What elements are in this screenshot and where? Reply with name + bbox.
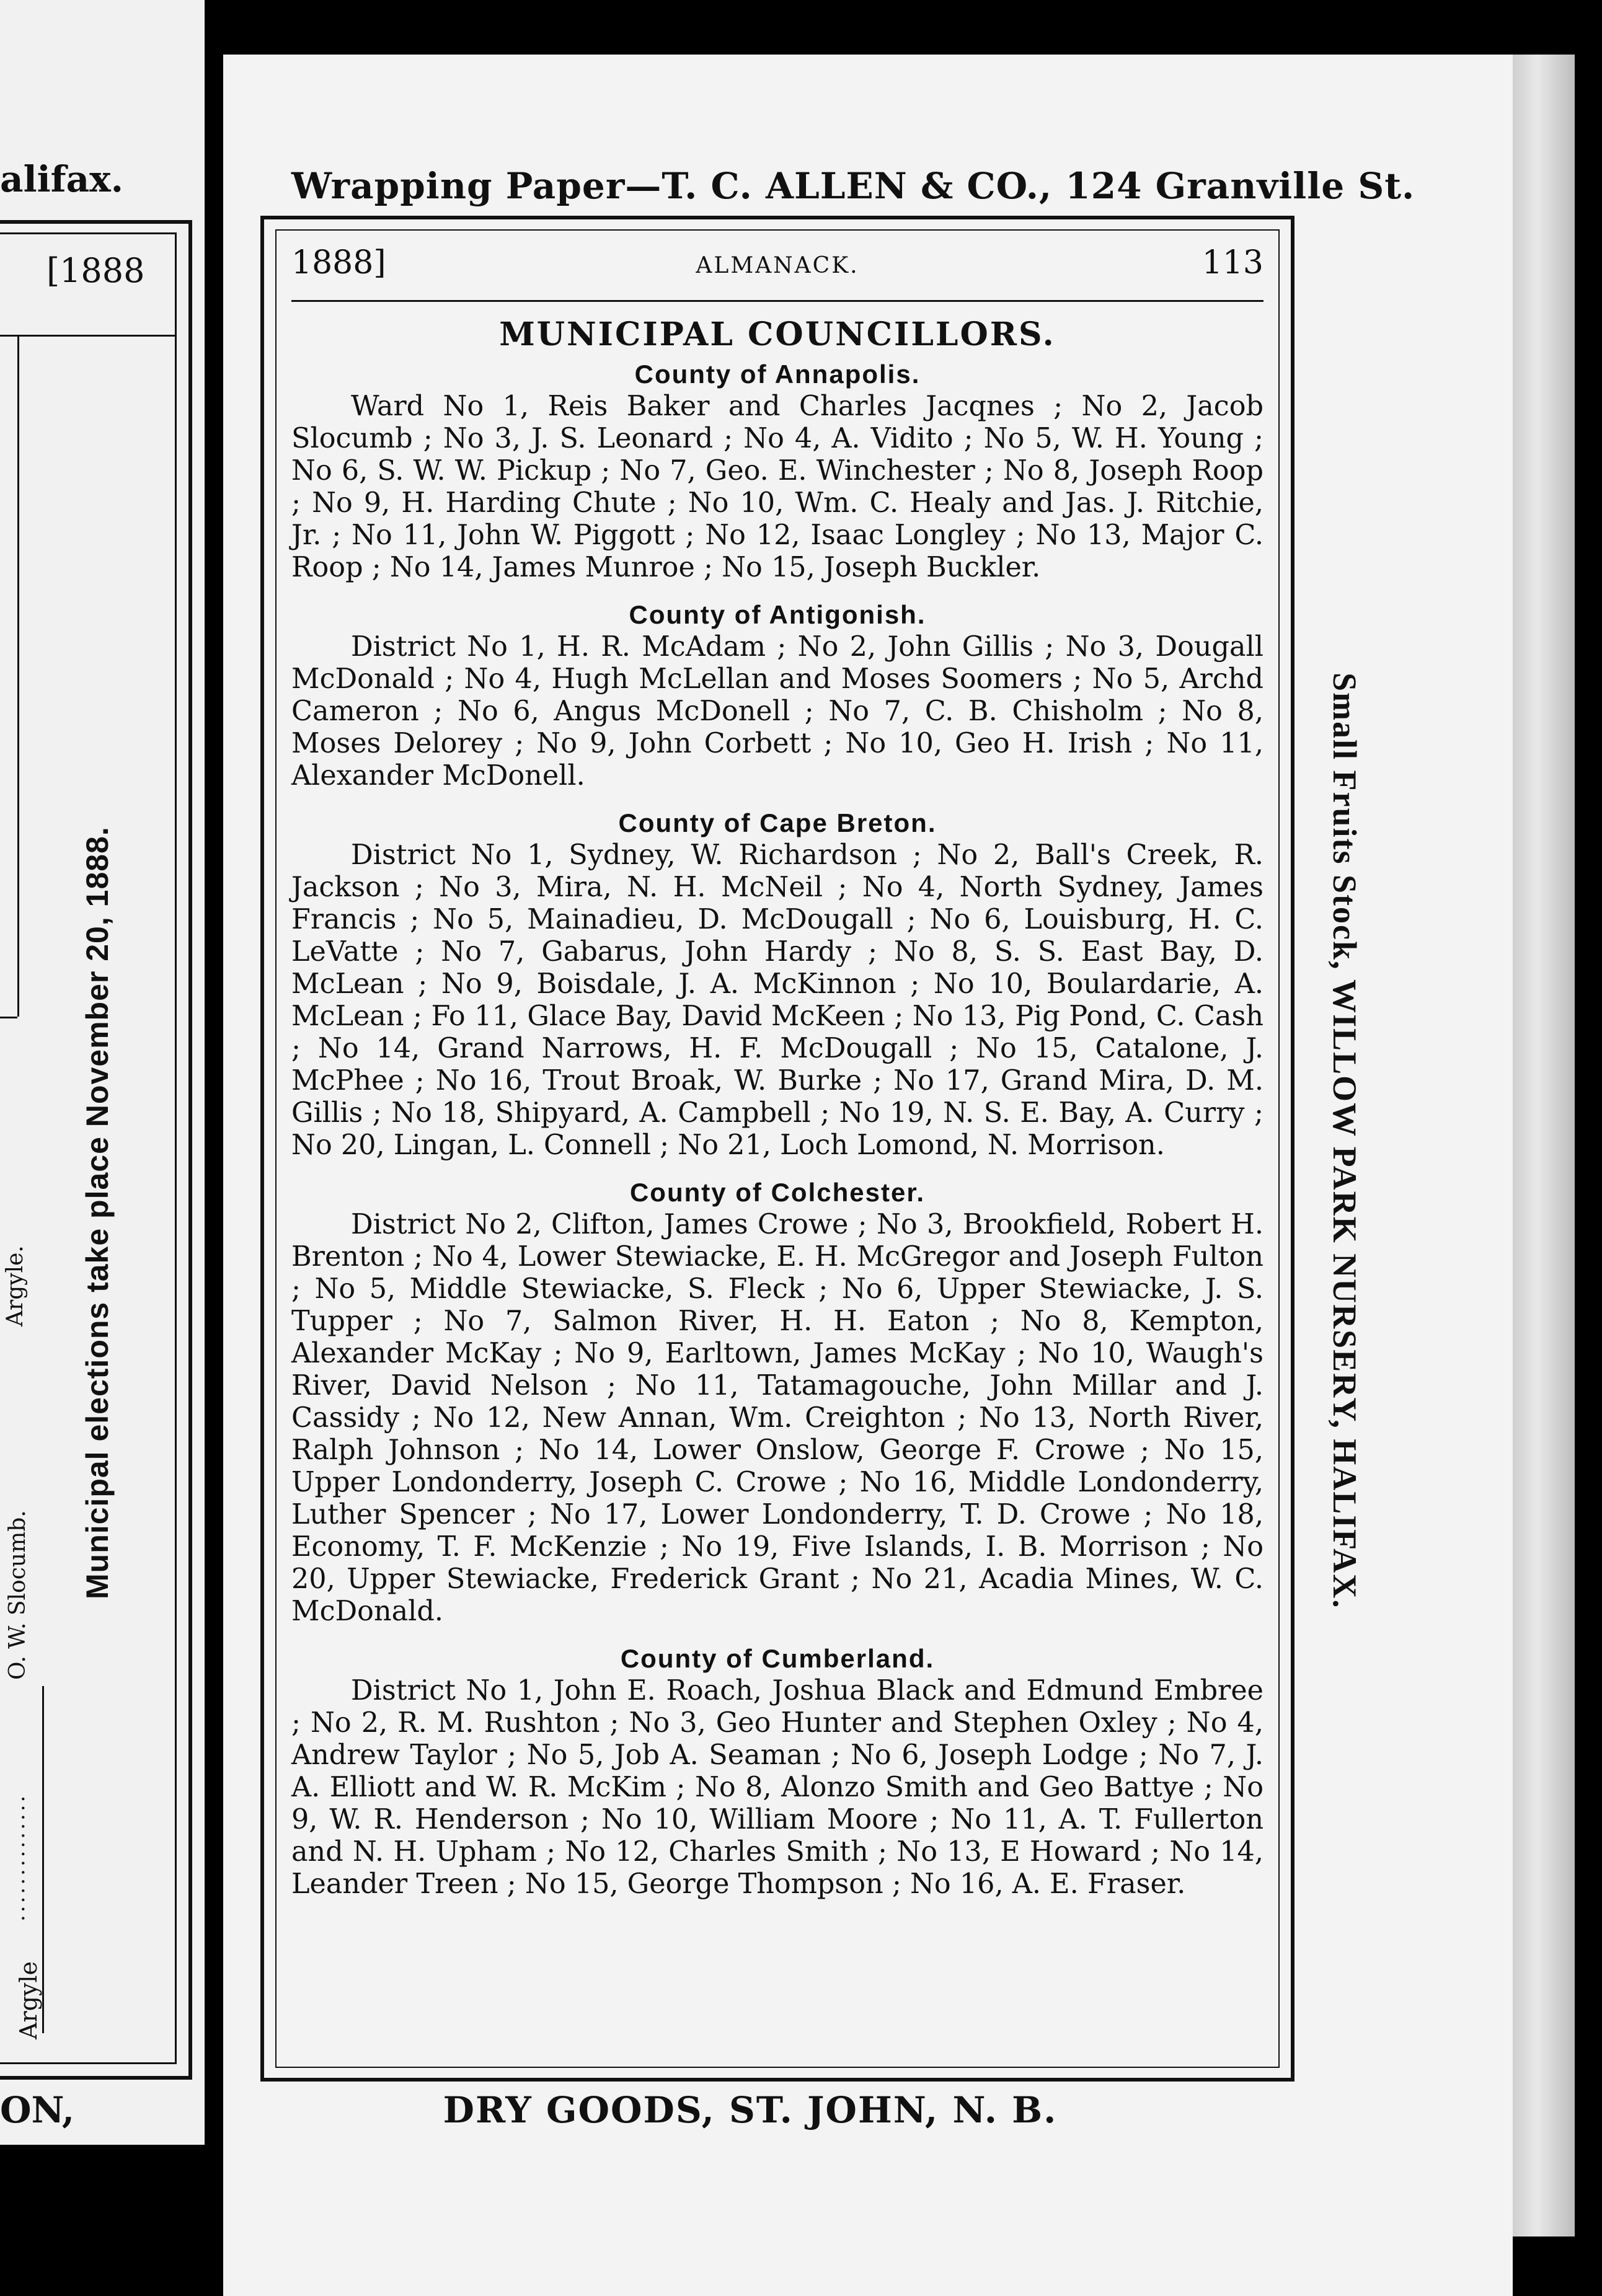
left-page-rule-short <box>0 1017 17 1018</box>
county-section-annapolis <box>291 360 1263 584</box>
county-councillors: District No 1, John E. Roach, Joshua Black and Edmund Embree ; No 2, R. M. Rushton ; No 3, Geo Hunter and Stephen Oxley ; No 4, Andrew Taylor ; No 5, Job A. Seaman ; No 6, Joseph Lodge ; No 7, J. A. Elliott and W. R. McKim ; No 8, Alonzo Smith and Geo Battye ; No 9, W. R. Henderson ; No 10, William Moore ; No 11, A. T. Fullerton and N. H. Upham ; No 12, Charles Smith ; No 13, E Howard ; No 14, Leander Treen ; No 15, George Thompson ; No 16, A. E. Fraser. <box>291 1675 1263 1900</box>
county-section-antigonish <box>291 600 1263 792</box>
county-section-colchester <box>291 1178 1263 1628</box>
county-section-cape-breton <box>291 808 1263 1162</box>
section-title: MUNICIPAL COUNCILLORS. <box>499 316 1056 353</box>
county-heading: County of Cape Breton. <box>618 808 937 837</box>
top-advertisement: Wrapping Paper—T. C. ALLEN & CO., 124 Granville St. <box>291 165 1415 207</box>
page-content <box>291 244 1263 1917</box>
county-councillors: District No 2, Clifton, James Crowe ; No 3, Brookfield, Robert H. Brenton ; No 4, Lower Stewiacke, E. H. McGregor and Joseph Fulton ; No 5, Middle Stewiacke, S. Fleck ; No 6, Upper Stewiacke, J. S. Tupper ; No 7, Salmon River, H. H. Eaton ; No 8, Kempton, Alexander McKay ; No 9, Earltown, James McKay ; No 10, Waugh's River, David Nelson ; No 11, Tatamagouche, John Millar and J. Cassidy ; No 12, New Annan, Wm. Creighton ; No 13, North River, Ralph Johnson ; No 14, Lower Onslow, George F. Crowe ; No 15, Upper Londonderry, Joseph C. Crowe ; No 16, Middle Londonderry, Luther Spencer ; No 17, Lower Londonderry, T. D. Crowe ; No 18, Economy, T. F. McKenzie ; No 19, Five Islands, I. B. Morrison ; No 20, Upper Stewiacke, Frederick Grant ; No 21, Acadia Mines, W. C. McDonald. <box>291 1209 1263 1627</box>
left-page-header: alifax. <box>0 158 123 200</box>
county-councillors: District No 1, H. R. McAdam ; No 2, John Gillis ; No 3, Dougall McDonald ; No 4, Hugh McLellan and Moses Soomers ; No 5, Archd Cameron ; No 6, Angus McDonell ; No 7, C. B. Chisholm ; No 8, Moses Delorey ; No 9, John Corbett ; No 10, Geo H. Irish ; No 11, Alexander McDonell. <box>291 631 1263 792</box>
election-note: Municipal elections take place November 20, 1888. <box>80 826 115 1599</box>
county-section-cumberland <box>291 1644 1263 1901</box>
running-head-title: ALMANACK. <box>696 253 859 278</box>
left-page-column-line <box>17 335 19 1017</box>
left-page-rule <box>0 335 177 337</box>
left-dot-leader: .............. <box>5 1793 30 1922</box>
county-heading: County of Annapolis. <box>634 360 921 389</box>
county-councillors: Ward No 1, Reis Baker and Charles Jacqnes ; No 2, Jacob Slocumb ; No 3, J. S. Leonard ; No 4, A. Vidito ; No 5, W. H. Young ; No 6, S. W. W. Pickup ; No 7, Geo. E. Winchester ; No 8, Joseph Roop ; No 9, H. Harding Chute ; No 10, Wm. C. Healy and Jas. J. Ritchie, Jr. ; No 11, John W. Piggott ; No 12, Isaac Longley ; No 13, Major C. Roop ; No 14, James Munroe ; No 15, Joseph Buckler. <box>291 391 1263 583</box>
county-councillors: District No 1, Sydney, W. Richardson ; No 2, Ball's Creek, R. Jackson ; No 3, Mira, N. H. McNeil ; No 4, North Sydney, James Francis ; No 5, Mainadieu, D. McDougall ; No 6, Louisburg, H. C. LeVatte ; No 7, Gabarus, John Hardy ; No 8, S. S. East Bay, D. McLean ; No 9, Boisdale, J. A. McKinnon ; No 10, Boulardarie, A. McLean ; Fo 11, Glace Bay, David McKeen ; No 13, Pig Pond, C. Cash ; No 14, Grand Narrows, H. F. McDougall ; No 15, Catalone, J. McPhee ; No 16, Trout Broak, W. Burke ; No 17, Grand Mira, D. M. Gillis ; No 18, Shipyard, A. Campbell ; No 19, N. S. E. Bay, A. Curry ; No 20, Lingan, L. Connell ; No 21, Loch Lomond, N. Morrison. <box>291 839 1263 1161</box>
left-page-column-line-lower <box>42 1686 44 2033</box>
bottom-advertisement: DRY GOODS, ST. JOHN, N. B. <box>443 2089 1058 2131</box>
left-page-footer: ON, <box>0 2089 75 2131</box>
county-heading: County of Antigonish. <box>629 600 926 629</box>
county-heading: County of Cumberland. <box>620 1644 935 1673</box>
almanack-page <box>223 55 1513 2296</box>
header-rule <box>291 300 1263 302</box>
page-number: 113 <box>1202 244 1263 281</box>
running-head <box>291 244 1263 294</box>
previous-page <box>0 0 205 2145</box>
page-edge <box>1513 55 1575 2236</box>
left-slocumb-label: O. W. Slocumb. <box>5 1510 30 1680</box>
running-head-year: 1888] <box>291 244 386 281</box>
left-page-year: [1888 <box>46 251 145 290</box>
left-argyle-label: Argyle. <box>2 1245 28 1327</box>
left-argyle-label-lower: Argyle <box>15 1961 42 2039</box>
side-advertisement: Small Fruits Stock, WILLOW PARK NURSERY, HALIFAX. <box>1326 673 1363 1609</box>
county-heading: County of Colchester. <box>629 1178 926 1207</box>
